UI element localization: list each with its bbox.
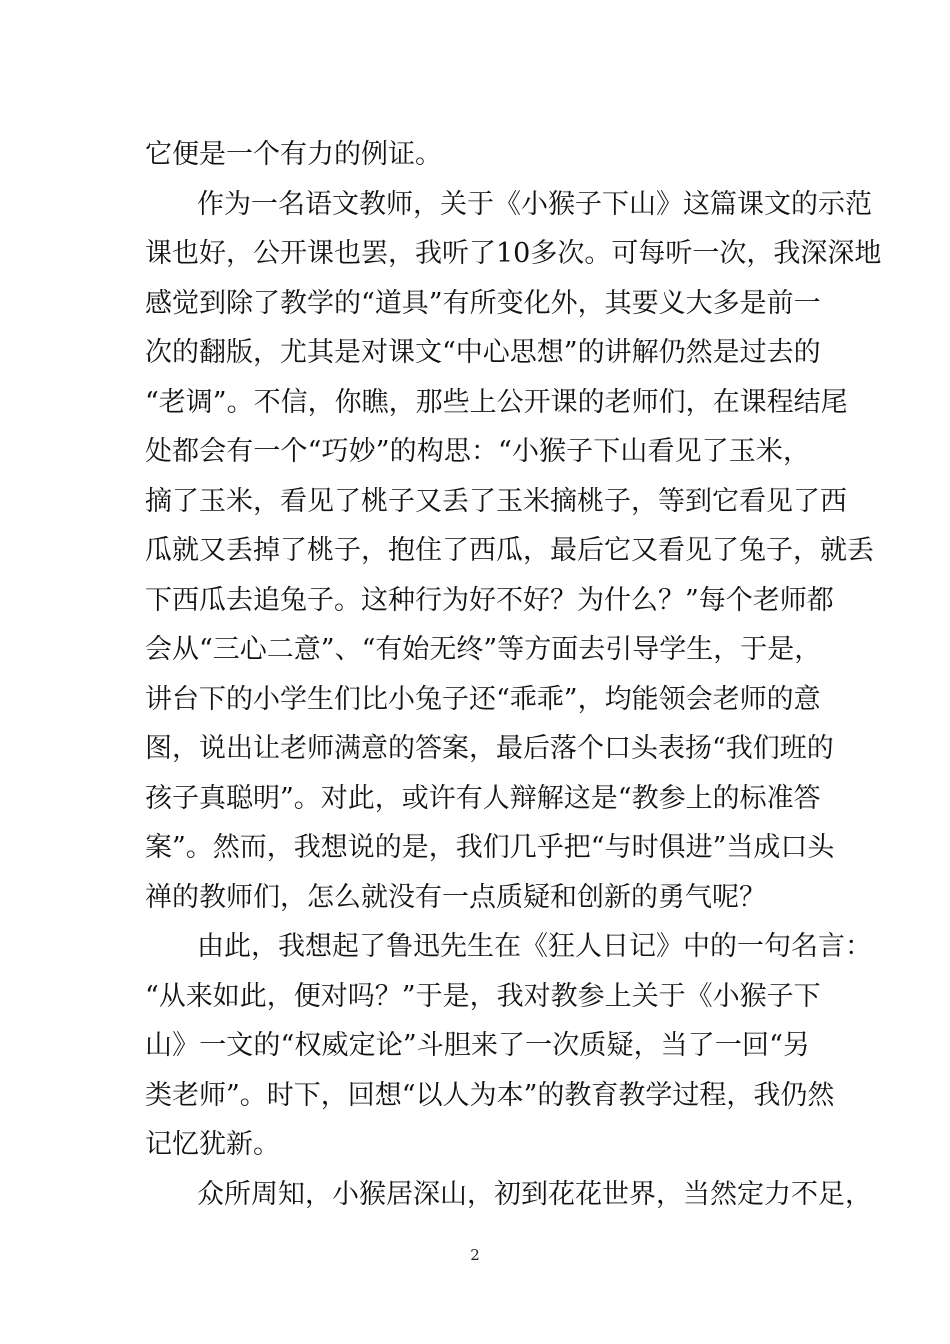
text-line: 课也好，公开课也罢，我听了10多次。可每听一次，我深深地 <box>145 238 882 269</box>
text-line: 处都会有一个“巧妙”的构思：“小猴子下山看见了玉米， <box>145 436 810 467</box>
text-line: 讲台下的小学生们比小兔子还“乖乖”，均能领会老师的意 <box>145 683 821 715</box>
text-line: 类老师”。时下，回想“以人为本”的教育教学过程，我仍然 <box>145 1079 835 1111</box>
text-line: 图，说出让老师满意的答案，最后落个口头表扬“我们班的 <box>145 733 834 764</box>
text-line: 摘了玉米，看见了桃子又丢了玉米摘桃子，等到它看见了西 <box>145 485 847 517</box>
text-line: 孩子真聪明”。对此，或许有人辩解这是“教参上的标准答 <box>145 782 821 814</box>
text-line: 次的翻版，尤其是对课文“中心思想”的讲解仍然是过去的 <box>145 337 821 368</box>
text-line: 瓜就又丢掉了桃子，抱住了西瓜，最后它又看见了兔子，就丢 <box>145 535 874 566</box>
text-line: 感觉到除了教学的“道具”有所变化外，其要义大多是前一 <box>145 287 821 319</box>
paragraph-first-line: 作为一名语文教师，关于《小猴子下山》这篇课文的示范 <box>197 188 872 220</box>
document-body <box>145 130 882 1219</box>
text-line: 会从“三心二意”、“有始无终”等方面去引导学生，于是， <box>145 634 822 665</box>
page-number: 2 <box>470 1246 480 1264</box>
text-line: 山》一文的“权威定论”斗胆来了一次质疑，当了一回“另 <box>145 1030 810 1061</box>
text-line: “老调”。不信，你瞧，那些上公开课的老师们，在课程结尾 <box>145 386 848 418</box>
text-line: 记忆犹新。 <box>145 1129 280 1160</box>
text-line: “从来如此，便对吗？”于是，我对教参上关于《小猴子下 <box>145 980 821 1012</box>
text-line: 案”。然而，我想说的是，我们几乎把“与时俱进”当成口头 <box>145 832 835 863</box>
text-line: 它便是一个有力的例证。 <box>145 139 442 170</box>
paragraph-first-line: 由此，我想起了鲁迅先生在《狂人日记》中的一句名言： <box>197 931 872 962</box>
paragraph-first-line: 众所周知，小猴居深山，初到花花世界，当然定力不足， <box>197 1178 872 1210</box>
text-line: 下西瓜去追兔子。这种行为好不好？为什么？”每个老师都 <box>145 584 834 616</box>
text-line: 禅的教师们，怎么就没有一点质疑和创新的勇气呢？ <box>145 881 766 913</box>
